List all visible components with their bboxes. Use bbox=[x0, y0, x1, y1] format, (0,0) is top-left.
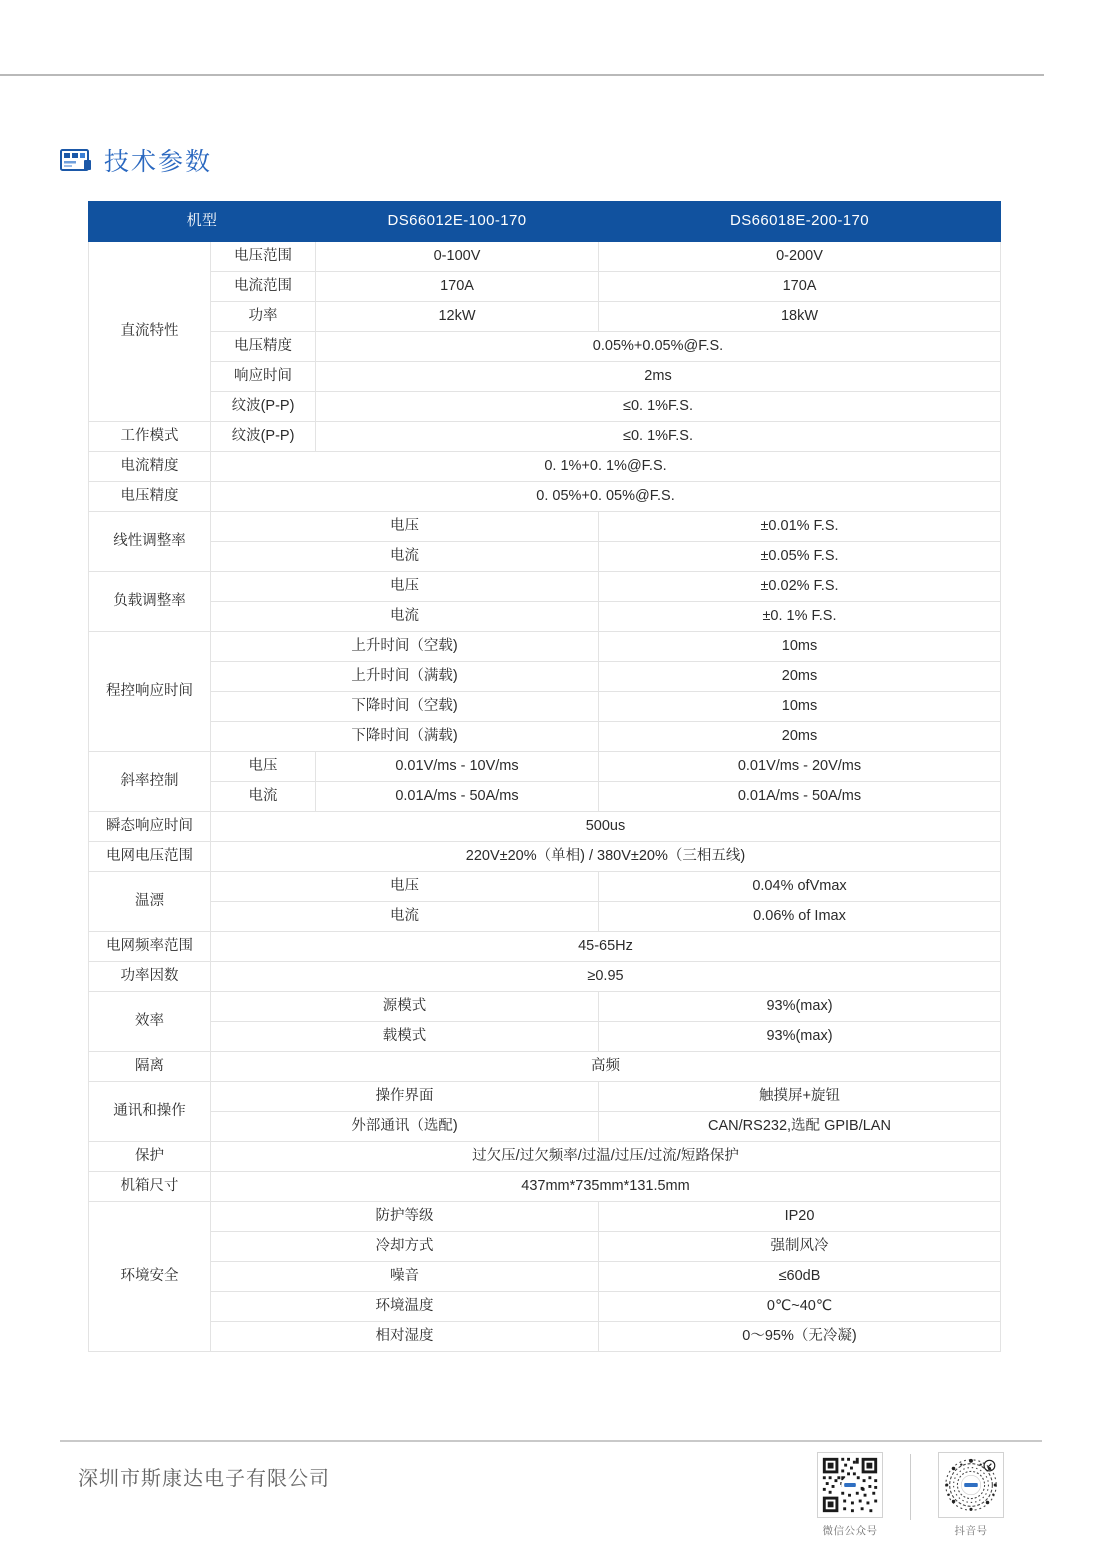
sub-label: 相对湿度 bbox=[211, 1322, 599, 1352]
group-label: 电压精度 bbox=[89, 482, 211, 512]
value-cell: 0. 1%+0. 1%@F.S. bbox=[211, 452, 1001, 482]
technical-parameters-table bbox=[88, 201, 1001, 1352]
wechat-qr-icon bbox=[817, 1452, 883, 1518]
equipment-icon bbox=[60, 148, 92, 176]
table-row bbox=[89, 422, 1001, 452]
value-cell: ±0. 1% F.S. bbox=[599, 602, 1001, 632]
value-cell: 0-100V bbox=[316, 242, 599, 272]
table-row bbox=[89, 722, 1001, 752]
sub-label: 噪音 bbox=[211, 1262, 599, 1292]
value-cell: 500us bbox=[211, 812, 1001, 842]
sub-label: 上升时间（满载) bbox=[211, 662, 599, 692]
sub-label: 下降时间（空载) bbox=[211, 692, 599, 722]
group-label: 电网电压范围 bbox=[89, 842, 211, 872]
value-cell: ≤0. 1%F.S. bbox=[316, 392, 1001, 422]
footer-divider bbox=[60, 1440, 1042, 1442]
group-label: 电流精度 bbox=[89, 452, 211, 482]
table-row bbox=[89, 1322, 1001, 1352]
sub-label: 响应时间 bbox=[211, 362, 316, 392]
table-row bbox=[89, 1262, 1001, 1292]
value-cell: 93%(max) bbox=[599, 1022, 1001, 1052]
table-row bbox=[89, 782, 1001, 812]
group-label: 通讯和操作 bbox=[89, 1082, 211, 1142]
qr-block-wechat bbox=[812, 1452, 888, 1538]
group-label: 斜率控制 bbox=[89, 752, 211, 812]
table-row bbox=[89, 572, 1001, 602]
table-row bbox=[89, 662, 1001, 692]
sub-label: 电流 bbox=[211, 542, 599, 572]
value-cell: CAN/RS232,选配 GPIB/LAN bbox=[599, 1112, 1001, 1142]
value-cell: 0. 05%+0. 05%@F.S. bbox=[211, 482, 1001, 512]
value-cell: ≤60dB bbox=[599, 1262, 1001, 1292]
group-label: 保护 bbox=[89, 1142, 211, 1172]
sub-label: 纹波(P-P) bbox=[211, 422, 316, 452]
qr-block-douyin bbox=[933, 1452, 1009, 1538]
group-label: 线性调整率 bbox=[89, 512, 211, 572]
value-cell: 0～95%（无冷凝) bbox=[599, 1322, 1001, 1352]
group-label: 负载调整率 bbox=[89, 572, 211, 632]
sub-label: 电流 bbox=[211, 902, 599, 932]
table-header-cell-1: DS66012E-100-170 bbox=[316, 202, 599, 242]
sub-label: 电流范围 bbox=[211, 272, 316, 302]
sub-label: 上升时间（空载) bbox=[211, 632, 599, 662]
sub-label: 源模式 bbox=[211, 992, 599, 1022]
value-cell: 437mm*735mm*131.5mm bbox=[211, 1172, 1001, 1202]
sub-label: 功率 bbox=[211, 302, 316, 332]
value-cell: 0.01V/ms - 10V/ms bbox=[316, 752, 599, 782]
value-cell: ±0.02% F.S. bbox=[599, 572, 1001, 602]
group-label: 程控响应时间 bbox=[89, 632, 211, 752]
table-row bbox=[89, 1172, 1001, 1202]
table-row bbox=[89, 962, 1001, 992]
table-row bbox=[89, 1082, 1001, 1112]
table-row bbox=[89, 752, 1001, 782]
table-row bbox=[89, 512, 1001, 542]
table-row bbox=[89, 992, 1001, 1022]
value-cell: ±0.05% F.S. bbox=[599, 542, 1001, 572]
sub-label: 电压 bbox=[211, 572, 599, 602]
table-row bbox=[89, 452, 1001, 482]
table-row bbox=[89, 632, 1001, 662]
qr-code-area bbox=[812, 1452, 1009, 1538]
table-row bbox=[89, 1292, 1001, 1322]
value-cell: 10ms bbox=[599, 632, 1001, 662]
sub-label: 下降时间（满载) bbox=[211, 722, 599, 752]
sub-label: 操作界面 bbox=[211, 1082, 599, 1112]
value-cell: IP20 bbox=[599, 1202, 1001, 1232]
sub-label: 电压精度 bbox=[211, 332, 316, 362]
table-row bbox=[89, 872, 1001, 902]
value-cell: 0.01A/ms - 50A/ms bbox=[599, 782, 1001, 812]
group-label: 功率因数 bbox=[89, 962, 211, 992]
table-row bbox=[89, 482, 1001, 512]
table-header-row bbox=[89, 202, 1001, 242]
group-label: 机箱尺寸 bbox=[89, 1172, 211, 1202]
table-row bbox=[89, 932, 1001, 962]
spec-table-container bbox=[88, 201, 1000, 1352]
table-header-cell-2: DS66018E-200-170 bbox=[599, 202, 1001, 242]
table-row bbox=[89, 362, 1001, 392]
value-cell: 10ms bbox=[599, 692, 1001, 722]
table-row bbox=[89, 1202, 1001, 1232]
value-cell: 高频 bbox=[211, 1052, 1001, 1082]
douyin-qr-icon bbox=[938, 1452, 1004, 1518]
sub-label: 电压 bbox=[211, 872, 599, 902]
value-cell: 20ms bbox=[599, 722, 1001, 752]
sub-label: 冷却方式 bbox=[211, 1232, 599, 1262]
value-cell: 45-65Hz bbox=[211, 932, 1001, 962]
section-header bbox=[60, 148, 212, 176]
qr-caption-douyin: 抖音号 bbox=[954, 1525, 988, 1537]
group-label: 瞬态响应时间 bbox=[89, 812, 211, 842]
value-cell: 0.01V/ms - 20V/ms bbox=[599, 752, 1001, 782]
sub-label: 纹波(P-P) bbox=[211, 392, 316, 422]
table-row bbox=[89, 1052, 1001, 1082]
group-label: 温漂 bbox=[89, 872, 211, 932]
sub-label: 电流 bbox=[211, 602, 599, 632]
table-row bbox=[89, 392, 1001, 422]
table-row bbox=[89, 902, 1001, 932]
table-row bbox=[89, 542, 1001, 572]
table-row bbox=[89, 602, 1001, 632]
group-label: 效率 bbox=[89, 992, 211, 1052]
value-cell: 0.05%+0.05%@F.S. bbox=[316, 332, 1001, 362]
group-label: 工作模式 bbox=[89, 422, 211, 452]
value-cell: 170A bbox=[599, 272, 1001, 302]
value-cell: 170A bbox=[316, 272, 599, 302]
group-label: 直流特性 bbox=[89, 242, 211, 422]
sub-label: 外部通讯（选配) bbox=[211, 1112, 599, 1142]
sub-label: 电压范围 bbox=[211, 242, 316, 272]
value-cell: 0.01A/ms - 50A/ms bbox=[316, 782, 599, 812]
value-cell: 18kW bbox=[599, 302, 1001, 332]
value-cell: ±0.01% F.S. bbox=[599, 512, 1001, 542]
qr-caption-wechat: 微信公众号 bbox=[822, 1525, 878, 1537]
qr-separator bbox=[910, 1454, 911, 1520]
table-row bbox=[89, 302, 1001, 332]
sub-label: 环境温度 bbox=[211, 1292, 599, 1322]
table-row bbox=[89, 692, 1001, 722]
value-cell: 触摸屏+旋钮 bbox=[599, 1082, 1001, 1112]
sub-label: 电压 bbox=[211, 752, 316, 782]
value-cell: 强制风冷 bbox=[599, 1232, 1001, 1262]
sub-label: 电流 bbox=[211, 782, 316, 812]
page-top-divider bbox=[0, 74, 1044, 76]
group-label: 隔离 bbox=[89, 1052, 211, 1082]
value-cell: 20ms bbox=[599, 662, 1001, 692]
value-cell: 0.06% of Imax bbox=[599, 902, 1001, 932]
value-cell: 220V±20%（单相) / 380V±20%（三相五线) bbox=[211, 842, 1001, 872]
table-body bbox=[89, 242, 1001, 1352]
section-title: 技术参数 bbox=[104, 147, 213, 176]
table-row bbox=[89, 332, 1001, 362]
table-header-cell-0: 机型 bbox=[89, 202, 316, 242]
table-row bbox=[89, 1022, 1001, 1052]
table-row bbox=[89, 1142, 1001, 1172]
value-cell: 12kW bbox=[316, 302, 599, 332]
company-name: 深圳市斯康达电子有限公司 bbox=[78, 1468, 330, 1490]
value-cell: 93%(max) bbox=[599, 992, 1001, 1022]
sub-label: 电压 bbox=[211, 512, 599, 542]
value-cell: 2ms bbox=[316, 362, 1001, 392]
table-row bbox=[89, 1112, 1001, 1142]
group-label: 环境安全 bbox=[89, 1202, 211, 1352]
value-cell: ≥0.95 bbox=[211, 962, 1001, 992]
sub-label: 防护等级 bbox=[211, 1202, 599, 1232]
value-cell: 0-200V bbox=[599, 242, 1001, 272]
group-label: 电网频率范围 bbox=[89, 932, 211, 962]
value-cell: ≤0. 1%F.S. bbox=[316, 422, 1001, 452]
value-cell: 0℃~40℃ bbox=[599, 1292, 1001, 1322]
value-cell: 过欠压/过欠频率/过温/过压/过流/短路保护 bbox=[211, 1142, 1001, 1172]
table-row bbox=[89, 842, 1001, 872]
table-row bbox=[89, 812, 1001, 842]
table-row bbox=[89, 242, 1001, 272]
table-row bbox=[89, 1232, 1001, 1262]
table-row bbox=[89, 272, 1001, 302]
sub-label: 载模式 bbox=[211, 1022, 599, 1052]
value-cell: 0.04% ofVmax bbox=[599, 872, 1001, 902]
